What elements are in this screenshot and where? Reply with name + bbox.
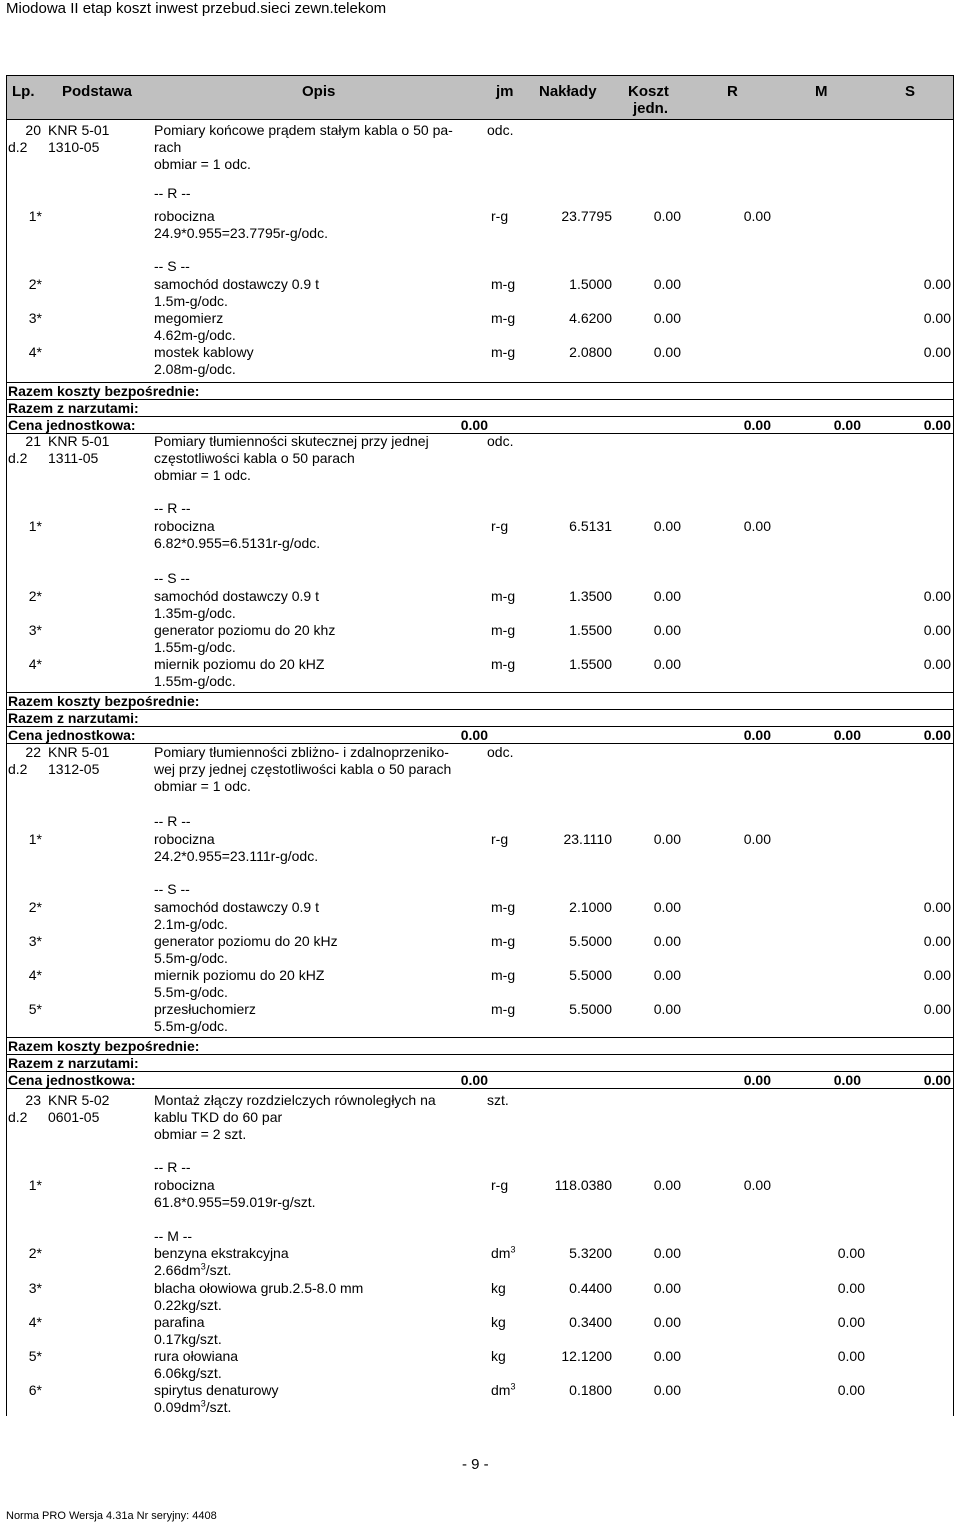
summary-unit-price-value: 0.00 [460,727,488,743]
formula-text: 0.17kg/szt. [154,1331,222,1347]
resource-lp: 3* [28,622,42,638]
resource-value: 0.00 [743,518,771,534]
resource-value: 0.00 [837,1280,865,1296]
resource-naklady: 1.5000 [569,276,612,292]
resource-formula [154,535,320,551]
resource-name: megomierz [154,310,224,326]
item-podstawa: KNR 5-01 [48,433,110,449]
jm-text: kg [491,1348,506,1364]
jm-exponent: 3 [510,1381,516,1392]
resource-naklady: 5.5000 [569,933,612,949]
resource-naklady: 1.3500 [569,588,612,604]
resource-naklady: 2.0800 [569,344,612,360]
jm-text: r-g [491,518,509,534]
resource-formula [154,916,228,932]
resource-jm [491,967,515,983]
item-podstawa-code: 1311-05 [48,450,99,466]
jm-text: r-g [491,208,509,224]
table-border-top [6,75,954,76]
header-bottom-line [6,119,954,120]
resource-lp: 5* [28,1348,42,1364]
summary-with-overheads: Razem z narzutami: [8,400,139,416]
item-opis-line: obmiar = 1 odc. [154,156,251,172]
item-opis-line: obmiar = 1 odc. [154,467,251,483]
page-number: - 9 - [462,1456,489,1473]
jm-text: m-g [491,276,516,292]
resource-koszt: 0.00 [653,933,681,949]
item-opis-line: Pomiary tłumienności zbliżno- i zdalnoprzeniko- [154,744,449,760]
jm-text: m-g [491,656,516,672]
resource-value: 0.00 [923,588,951,604]
resource-value: 0.00 [837,1314,865,1330]
formula-text: 1.5m-g/odc. [154,293,228,309]
resource-jm [491,622,515,638]
resource-koszt: 0.00 [653,1348,681,1364]
row-separator [6,1054,954,1055]
resource-name: przesłuchomierz [154,1001,256,1017]
resource-formula [154,1399,231,1415]
resource-koszt: 0.00 [653,656,681,672]
jm-text: r-g [491,1177,509,1193]
resource-naklady: 6.5131 [569,518,612,534]
formula-unit: /szt. [205,1399,232,1415]
resource-formula [154,1297,222,1313]
formula-text: 1.35m-g/odc. [154,605,236,621]
row-separator [6,416,954,417]
resource-jm [491,588,515,604]
resource-lp: 4* [28,1314,42,1330]
summary-unit-price-m: 0.00 [833,727,861,743]
resource-koszt: 0.00 [653,1245,681,1261]
resource-name: parafina [154,1314,205,1330]
item-podstawa: KNR 5-01 [48,744,110,760]
jm-exponent: 3 [510,1244,516,1255]
item-lp: 21 [25,433,41,449]
resource-naklady: 23.1110 [563,831,612,847]
resource-lp: 3* [28,310,42,326]
resource-koszt: 0.00 [653,899,681,915]
formula-text: 2.66dm [154,1262,201,1278]
resource-formula [154,361,236,377]
summary-with-overheads: Razem z narzutami: [8,1055,139,1071]
summary-unit-price-s: 0.00 [923,1072,951,1088]
formula-text: 24.9*0.955=23.7795r-g/odc. [154,225,328,241]
summary-direct-costs: Razem koszty bezpośrednie: [8,383,200,399]
item-jm: szt. [487,1092,509,1108]
resource-naklady: 23.7795 [561,208,612,224]
resource-naklady: 2.1000 [569,899,612,915]
jm-text: m-g [491,310,516,326]
resource-formula [154,1331,222,1347]
resource-naklady: 0.4400 [569,1280,612,1296]
resource-formula [154,293,228,309]
resource-section-label: -- S -- [154,881,190,897]
summary-unit-price-r: 0.00 [743,727,771,743]
resource-koszt: 0.00 [653,1382,681,1398]
resource-section-label: -- R -- [154,185,191,201]
resource-name: robocizna [154,208,215,224]
formula-text: 1.55m-g/odc. [154,639,236,655]
resource-koszt: 0.00 [653,344,681,360]
item-opis-line: Pomiary końcowe prądem stałym kabla o 50 pa- [154,122,453,138]
jm-text: m-g [491,1001,516,1017]
resource-lp: 1* [28,1177,42,1193]
row-separator [6,1037,954,1038]
resource-lp: 4* [28,967,42,983]
resource-jm [491,1177,508,1193]
formula-text: 6.06kg/szt. [154,1365,222,1381]
formula-text: 4.62m-g/odc. [154,327,236,343]
jm-text: m-g [491,588,516,604]
summary-with-overheads: Razem z narzutami: [8,710,139,726]
resource-value: 0.00 [743,1177,771,1193]
summary-unit-price-value: 0.00 [460,417,488,433]
resource-value: 0.00 [923,967,951,983]
resource-name: samochód dostawczy 0.9 t [154,588,319,604]
resource-value: 0.00 [923,656,951,672]
resource-formula [154,639,236,655]
formula-text: 0.09dm [154,1399,201,1415]
row-separator [6,1088,954,1089]
resource-value: 0.00 [743,208,771,224]
item-opis-line: rach [154,139,182,155]
resource-lp: 1* [28,518,42,534]
item-opis-line: obmiar = 2 szt. [154,1126,247,1142]
resource-lp: 3* [28,933,42,949]
formula-text: 6.82*0.955=6.5131r-g/odc. [154,535,321,551]
resource-value: 0.00 [923,310,951,326]
resource-formula [154,1018,228,1034]
resource-name: generator poziomu do 20 khz [154,622,336,638]
resource-jm [491,933,515,949]
resource-koszt: 0.00 [653,208,681,224]
table-header [6,75,954,119]
document-title: Miodowa II etap koszt inwest przebud.sieci zewn.telekom [6,0,387,17]
row-separator [6,1071,954,1072]
item-lp-suffix: d.2 [8,139,28,155]
jm-text: m-g [491,899,516,915]
resource-lp: 1* [28,831,42,847]
item-jm: odc. [487,744,514,760]
resource-name: miernik poziomu do 20 kHZ [154,967,325,983]
resource-name: benzyna ekstrakcyjna [154,1245,289,1261]
item-opis-line: Montaż złączy rozdzielczych równoległych na [154,1092,436,1108]
item-podstawa-code: 1312-05 [48,761,100,777]
resource-koszt: 0.00 [653,622,681,638]
resource-formula [154,1194,316,1210]
formula-text: 5.5m-g/odc. [154,950,228,966]
header-naklady: Nakłady [539,83,597,100]
jm-text: m-g [491,933,516,949]
row-separator [6,399,954,400]
item-jm: odc. [487,433,514,449]
resource-lp: 2* [28,588,42,604]
resource-name: mostek kablowy [154,344,254,360]
jm-text: m-g [491,344,516,360]
resource-section-label: -- S -- [154,258,190,274]
resource-value: 0.00 [923,899,951,915]
resource-jm [491,899,515,915]
header-opis: Opis [302,83,336,100]
formula-text: 61.8*0.955=59.019r-g/szt. [154,1194,316,1210]
resource-formula [154,984,228,1000]
resource-koszt: 0.00 [653,1177,681,1193]
formula-text: 24.2*0.955=23.111r-g/odc. [154,848,319,864]
item-podstawa-code: 0601-05 [48,1109,100,1125]
resource-name: samochód dostawczy 0.9 t [154,276,319,292]
resource-name: miernik poziomu do 20 kHZ [154,656,325,672]
resource-naklady: 1.5500 [569,622,612,638]
resource-koszt: 0.00 [653,588,681,604]
software-footer: Norma PRO Wersja 4.31a Nr seryjny: 4408 [6,1510,217,1522]
row-separator [6,726,954,727]
resource-jm [491,310,515,326]
resource-lp: 6* [28,1382,42,1398]
summary-unit-price-value: 0.00 [460,1072,488,1088]
item-opis-line: częstotliwości kabla o 50 parach [154,450,355,466]
resource-jm [491,208,508,224]
row-separator [6,743,954,744]
item-opis-line: wej przy jednej częstotliwości kabla o 50 parach [154,761,452,777]
resource-name: blacha ołowiowa grub.2.5-8.0 mm [154,1280,364,1296]
resource-lp: 2* [28,899,42,915]
resource-value: 0.00 [923,276,951,292]
jm-text: m-g [491,622,516,638]
resource-value: 0.00 [743,831,771,847]
formula-text: 2.1m-g/odc. [154,916,228,932]
formula-text: 1.55m-g/odc. [154,673,236,689]
jm-text: kg [491,1314,506,1330]
resource-naklady: 5.3200 [569,1245,612,1261]
jm-text: dm [491,1382,511,1398]
summary-direct-costs: Razem koszty bezpośrednie: [8,693,200,709]
item-lp: 20 [25,122,41,138]
item-lp-suffix: d.2 [8,450,28,466]
table-border-left [6,75,7,1416]
resource-value: 0.00 [923,933,951,949]
formula-text: 5.5m-g/odc. [154,984,228,1000]
summary-unit-price-s: 0.00 [923,727,951,743]
resource-name: robocizna [154,831,215,847]
resource-formula [154,950,228,966]
resource-lp: 4* [28,344,42,360]
resource-jm [491,1245,515,1261]
item-lp-suffix: d.2 [8,1109,28,1125]
resource-naklady: 4.6200 [569,310,612,326]
formula-exponent: 3 [200,1261,206,1272]
resource-section-label: -- S -- [154,570,190,586]
summary-unit-price-m: 0.00 [833,1072,861,1088]
row-separator [6,433,954,434]
resource-jm [491,344,515,360]
formula-text: 2.08m-g/odc. [154,361,236,377]
resource-lp: 2* [28,276,42,292]
resource-jm [491,1314,506,1330]
resource-naklady: 12.1200 [561,1348,612,1364]
resource-formula [154,673,236,689]
resource-koszt: 0.00 [653,1314,681,1330]
item-podstawa: KNR 5-02 [48,1092,110,1108]
resource-lp: 3* [28,1280,42,1296]
resource-naklady: 118.0380 [554,1177,612,1193]
resource-jm [491,831,508,847]
resource-naklady: 5.5000 [569,967,612,983]
resource-jm [491,1382,515,1398]
resource-section-label: -- M -- [154,1228,193,1244]
resource-name: spirytus denaturowy [154,1382,279,1398]
resource-formula [154,848,318,864]
item-lp: 22 [25,744,41,760]
resource-value: 0.00 [923,622,951,638]
resource-value: 0.00 [837,1382,865,1398]
resource-section-label: -- R -- [154,500,191,516]
resource-value: 0.00 [837,1348,865,1364]
summary-direct-costs: Razem koszty bezpośrednie: [8,1038,200,1054]
row-separator [6,382,954,383]
resource-lp: 5* [28,1001,42,1017]
resource-jm [491,276,515,292]
summary-unit-price: Cena jednostkowa: [8,1072,136,1088]
resource-formula [154,1262,231,1278]
jm-text: dm [491,1245,511,1261]
resource-naklady: 1.5500 [569,656,612,672]
resource-name: generator poziomu do 20 kHz [154,933,338,949]
jm-text: kg [491,1280,506,1296]
resource-lp: 2* [28,1245,42,1261]
header-koszt-jedn: jedn. [633,100,669,117]
resource-value: 0.00 [837,1245,865,1261]
resource-jm [491,1001,515,1017]
resource-formula [154,327,236,343]
resource-koszt: 0.00 [653,1001,681,1017]
resource-naklady: 0.1800 [569,1382,612,1398]
resource-value: 0.00 [923,344,951,360]
resource-formula [154,1365,222,1381]
resource-section-label: -- R -- [154,1159,191,1175]
resource-naklady: 0.3400 [569,1314,612,1330]
resource-jm [491,518,508,534]
summary-unit-price: Cena jednostkowa: [8,417,136,433]
resource-lp: 4* [28,656,42,672]
item-opis-line: obmiar = 1 odc. [154,778,251,794]
resource-name: samochód dostawczy 0.9 t [154,899,319,915]
resource-koszt: 0.00 [653,276,681,292]
resource-koszt: 0.00 [653,831,681,847]
resource-value: 0.00 [923,1001,951,1017]
resource-name: rura ołowiana [154,1348,239,1364]
formula-text: 0.22kg/szt. [154,1297,222,1313]
resource-koszt: 0.00 [653,1280,681,1296]
resource-jm [491,1348,506,1364]
header-s: S [905,83,916,100]
item-lp-suffix: d.2 [8,761,28,777]
resource-formula [154,605,236,621]
item-opis-line: kablu TKD do 60 par [154,1109,283,1125]
item-jm: odc. [487,122,514,138]
formula-text: 5.5m-g/odc. [154,1018,228,1034]
summary-unit-price: Cena jednostkowa: [8,727,136,743]
header-lp: Lp. [12,83,35,100]
item-podstawa-code: 1310-05 [48,139,100,155]
header-m: M [815,83,828,100]
header-jm: jm [496,83,514,100]
item-opis-line: Pomiary tłumienności skutecznej przy jednej [154,433,429,449]
resource-koszt: 0.00 [653,967,681,983]
summary-unit-price-r: 0.00 [743,1072,771,1088]
formula-exponent: 3 [200,1398,206,1409]
table-border-right [953,75,954,1416]
resource-formula [154,225,328,241]
resource-koszt: 0.00 [653,310,681,326]
header-podstawa: Podstawa [62,83,133,100]
summary-unit-price-r: 0.00 [743,417,771,433]
resource-jm [491,1280,506,1296]
header-koszt: Koszt [628,83,669,100]
formula-unit: /szt. [205,1262,232,1278]
summary-unit-price-m: 0.00 [833,417,861,433]
resource-jm [491,656,515,672]
resource-lp: 1* [28,208,42,224]
header-r: R [727,83,738,100]
resource-koszt: 0.00 [653,518,681,534]
resource-section-label: -- R -- [154,813,191,829]
summary-unit-price-s: 0.00 [923,417,951,433]
item-podstawa: KNR 5-01 [48,122,110,138]
item-lp: 23 [25,1092,41,1108]
jm-text: m-g [491,967,516,983]
resource-naklady: 5.5000 [569,1001,612,1017]
resource-name: robocizna [154,1177,215,1193]
jm-text: r-g [491,831,509,847]
row-separator [6,692,954,693]
row-separator [6,709,954,710]
resource-name: robocizna [154,518,215,534]
